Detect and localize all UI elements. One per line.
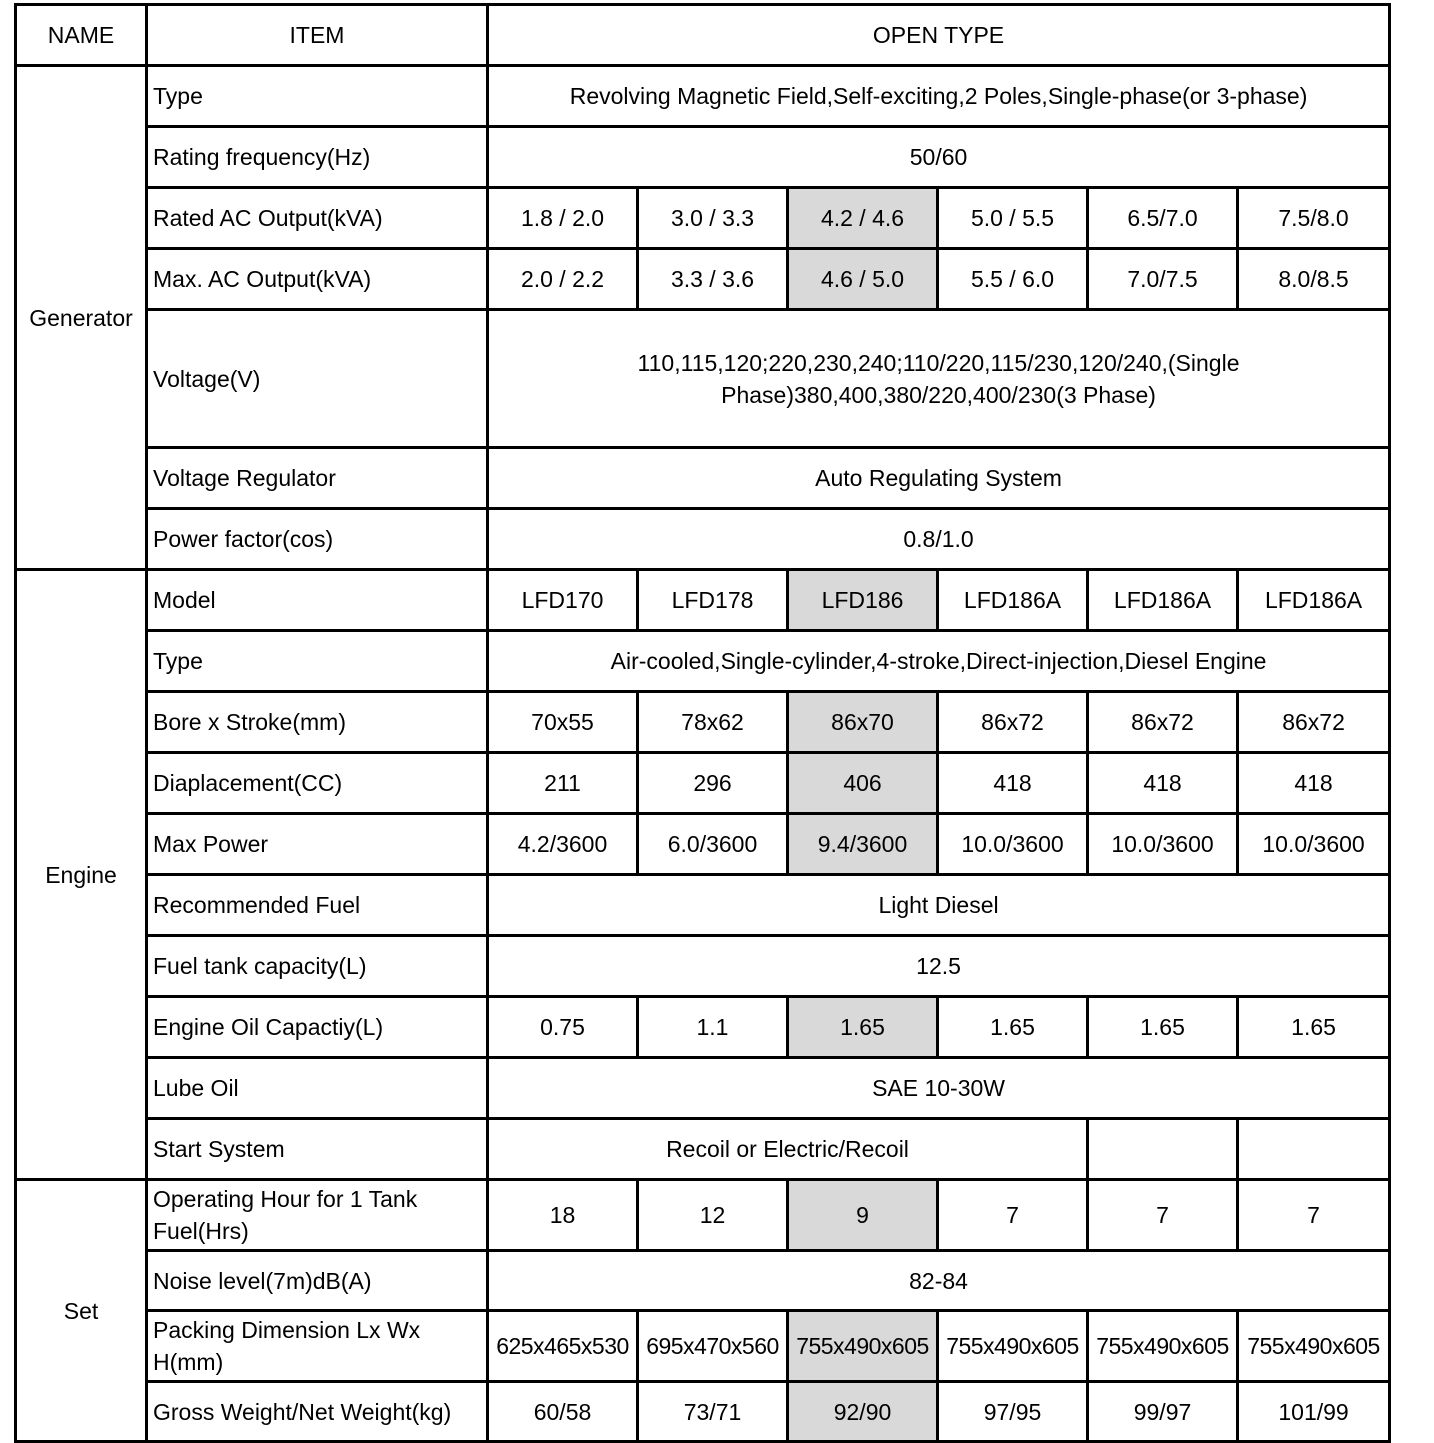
row-value [488, 310, 1390, 448]
cell-value: LFD186A [938, 570, 1088, 631]
cell-value: 1.8 / 2.0 [488, 188, 638, 249]
row-value: Auto Regulating System [488, 448, 1390, 509]
section-engine: Engine [16, 570, 147, 1180]
cell-value: 18 [488, 1180, 638, 1251]
cell-value-highlighted: 4.6 / 5.0 [788, 249, 938, 310]
cell-value: 695x470x560 [638, 1311, 788, 1382]
row-label: Diaplacement(CC) [147, 753, 488, 814]
gen-regulator-row [16, 448, 1390, 509]
empty-cell [1088, 1119, 1238, 1180]
cell-value-highlighted: 406 [788, 753, 938, 814]
row-label: Type [147, 66, 488, 127]
row-label: Engine Oil Capactiy(L) [147, 997, 488, 1058]
cell-value: 5.0 / 5.5 [938, 188, 1088, 249]
header-row [16, 5, 1390, 66]
gen-max-output-row [16, 249, 1390, 310]
gen-rated-output-row [16, 188, 1390, 249]
row-label: Bore x Stroke(mm) [147, 692, 488, 753]
row-value: 50/60 [488, 127, 1390, 188]
row-value: Recoil or Electric/Recoil [488, 1119, 1088, 1180]
cell-value: 6.5/7.0 [1088, 188, 1238, 249]
row-label: Max. AC Output(kVA) [147, 249, 488, 310]
cell-value: 0.75 [488, 997, 638, 1058]
cell-value-highlighted: 9 [788, 1180, 938, 1251]
row-label: Lube Oil [147, 1058, 488, 1119]
row-label: Power factor(cos) [147, 509, 488, 570]
cell-value: 70x55 [488, 692, 638, 753]
cell-value: 418 [1238, 753, 1390, 814]
cell-value: 101/99 [1238, 1382, 1390, 1442]
row-label: Rated AC Output(kVA) [147, 188, 488, 249]
set-weight-row [16, 1382, 1390, 1442]
row-label: Voltage Regulator [147, 448, 488, 509]
eng-model-row [16, 570, 1390, 631]
set-packing-row [16, 1311, 1390, 1382]
cell-value: 1.65 [1088, 997, 1238, 1058]
cell-value: 86x72 [938, 692, 1088, 753]
row-label: Voltage(V) [147, 310, 488, 448]
set-noise-row [16, 1251, 1390, 1311]
eng-fuel-row [16, 875, 1390, 936]
eng-type-row [16, 631, 1390, 692]
cell-value: 78x62 [638, 692, 788, 753]
cell-value: 1.65 [938, 997, 1088, 1058]
cell-value-highlighted: 86x70 [788, 692, 938, 753]
cell-value: LFD186A [1238, 570, 1390, 631]
voltage-text: 110,115,120;220,230,240;110/220,115/230,120/240,(Single Phase)380,400,380/220,400/230(3 Phase) [637, 349, 1240, 408]
cell-value: LFD170 [488, 570, 638, 631]
gen-voltage-row [16, 310, 1390, 448]
eng-oil-row [16, 997, 1390, 1058]
cell-value: 7 [1088, 1180, 1238, 1251]
cell-value: 755x490x605 [1238, 1311, 1390, 1382]
cell-value: 7 [938, 1180, 1088, 1251]
header-name: NAME [16, 5, 147, 66]
set-operating-row [16, 1180, 1390, 1251]
row-value: Air-cooled,Single-cylinder,4-stroke,Direct-injection,Diesel Engine [488, 631, 1390, 692]
header-item: ITEM [147, 5, 488, 66]
cell-value: 5.5 / 6.0 [938, 249, 1088, 310]
cell-value: 7.5/8.0 [1238, 188, 1390, 249]
gen-power-factor-row [16, 509, 1390, 570]
cell-value: 755x490x605 [1088, 1311, 1238, 1382]
row-label: Fuel tank capacity(L) [147, 936, 488, 997]
section-set: Set [16, 1180, 147, 1442]
row-label: Type [147, 631, 488, 692]
cell-value-highlighted: 1.65 [788, 997, 938, 1058]
eng-max-power-row [16, 814, 1390, 875]
cell-value: 10.0/3600 [1238, 814, 1390, 875]
cell-value: 755x490x605 [938, 1311, 1088, 1382]
cell-value: 6.0/3600 [638, 814, 788, 875]
row-label: Gross Weight/Net Weight(kg) [147, 1382, 488, 1442]
gen-frequency-row [16, 127, 1390, 188]
cell-value: 7.0/7.5 [1088, 249, 1238, 310]
row-label: Recommended Fuel [147, 875, 488, 936]
row-value: 82-84 [488, 1251, 1390, 1311]
row-label: Start System [147, 1119, 488, 1180]
cell-value: 10.0/3600 [938, 814, 1088, 875]
eng-lube-row [16, 1058, 1390, 1119]
cell-value: 7 [1238, 1180, 1390, 1251]
cell-value: 296 [638, 753, 788, 814]
row-value: Revolving Magnetic Field,Self-exciting,2 Poles,Single-phase(or 3-phase) [488, 66, 1390, 127]
cell-value: 418 [938, 753, 1088, 814]
row-value: 12.5 [488, 936, 1390, 997]
cell-value: 3.0 / 3.3 [638, 188, 788, 249]
row-value: SAE 10-30W [488, 1058, 1390, 1119]
cell-value-highlighted: LFD186 [788, 570, 938, 631]
cell-value: 10.0/3600 [1088, 814, 1238, 875]
cell-value: 86x72 [1088, 692, 1238, 753]
cell-value: 3.3 / 3.6 [638, 249, 788, 310]
cell-value: 1.1 [638, 997, 788, 1058]
row-label: Packing Dimension Lx Wx H(mm) [147, 1311, 488, 1382]
header-open-type: OPEN TYPE [488, 5, 1390, 66]
cell-value: 97/95 [938, 1382, 1088, 1442]
cell-value: 12 [638, 1180, 788, 1251]
row-label: Noise level(7m)dB(A) [147, 1251, 488, 1311]
cell-value: 8.0/8.5 [1238, 249, 1390, 310]
section-generator: Generator [16, 66, 147, 570]
row-label: Operating Hour for 1 Tank Fuel(Hrs) [147, 1180, 488, 1251]
eng-bore-row [16, 692, 1390, 753]
eng-tank-row [16, 936, 1390, 997]
eng-start-row [16, 1119, 1390, 1180]
cell-value: 73/71 [638, 1382, 788, 1442]
cell-value-highlighted: 755x490x605 [788, 1311, 938, 1382]
cell-value: 2.0 / 2.2 [488, 249, 638, 310]
row-label: Rating frequency(Hz) [147, 127, 488, 188]
cell-value: LFD178 [638, 570, 788, 631]
cell-value: 99/97 [1088, 1382, 1238, 1442]
empty-cell [1238, 1119, 1390, 1180]
cell-value: 418 [1088, 753, 1238, 814]
cell-value-highlighted: 4.2 / 4.6 [788, 188, 938, 249]
row-label: Max Power [147, 814, 488, 875]
row-value: Light Diesel [488, 875, 1390, 936]
cell-value: 60/58 [488, 1382, 638, 1442]
cell-value-highlighted: 92/90 [788, 1382, 938, 1442]
spec-table [14, 3, 1391, 1443]
cell-value: 1.65 [1238, 997, 1390, 1058]
cell-value: 211 [488, 753, 638, 814]
cell-value: LFD186A [1088, 570, 1238, 631]
row-value: 0.8/1.0 [488, 509, 1390, 570]
eng-displacement-row [16, 753, 1390, 814]
cell-value-highlighted: 9.4/3600 [788, 814, 938, 875]
cell-value: 625x465x530 [488, 1311, 638, 1382]
cell-value: 86x72 [1238, 692, 1390, 753]
row-label: Model [147, 570, 488, 631]
cell-value: 4.2/3600 [488, 814, 638, 875]
gen-type-row [16, 66, 1390, 127]
